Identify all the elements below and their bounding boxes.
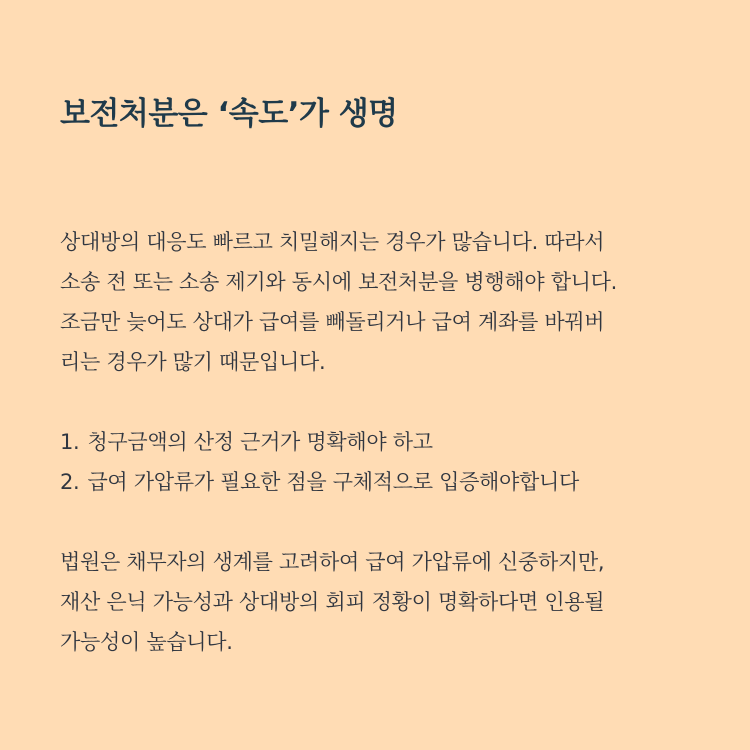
text-line: 재산 은닉 가능성과 상대방의 회피 정황이 명확하다면 인용될 bbox=[60, 590, 605, 614]
conclusion-paragraph bbox=[60, 542, 700, 662]
text-line: 리는 경우가 많기 때문입니다. bbox=[60, 350, 326, 374]
list-item bbox=[60, 462, 579, 502]
list-number: 2. bbox=[60, 470, 80, 494]
list-text: 급여 가압류가 필요한 점을 구체적으로 입증해야합니다 bbox=[87, 470, 579, 494]
requirements-list bbox=[60, 422, 579, 502]
text-line: 상대방의 대응도 빠르고 치밀해지는 경우가 많습니다. 따라서 bbox=[60, 230, 605, 254]
text-line: 조금만 늦어도 상대가 급여를 빼돌리거나 급여 계좌를 바꿔버 bbox=[60, 310, 605, 334]
page-title: 보전처분은 ‘속도’가 생명 bbox=[60, 96, 398, 132]
text-line: 법원은 채무자의 생계를 고려하여 급여 가압류에 신중하지만, bbox=[60, 550, 605, 574]
list-item bbox=[60, 422, 579, 462]
list-text: 청구금액의 산정 근거가 명확해야 하고 bbox=[87, 430, 433, 454]
intro-paragraph bbox=[60, 222, 700, 382]
text-line: 소송 전 또는 소송 제기와 동시에 보전처분을 병행해야 합니다. bbox=[60, 270, 618, 294]
list-number: 1. bbox=[60, 430, 80, 454]
text-line: 가능성이 높습니다. bbox=[60, 630, 233, 654]
